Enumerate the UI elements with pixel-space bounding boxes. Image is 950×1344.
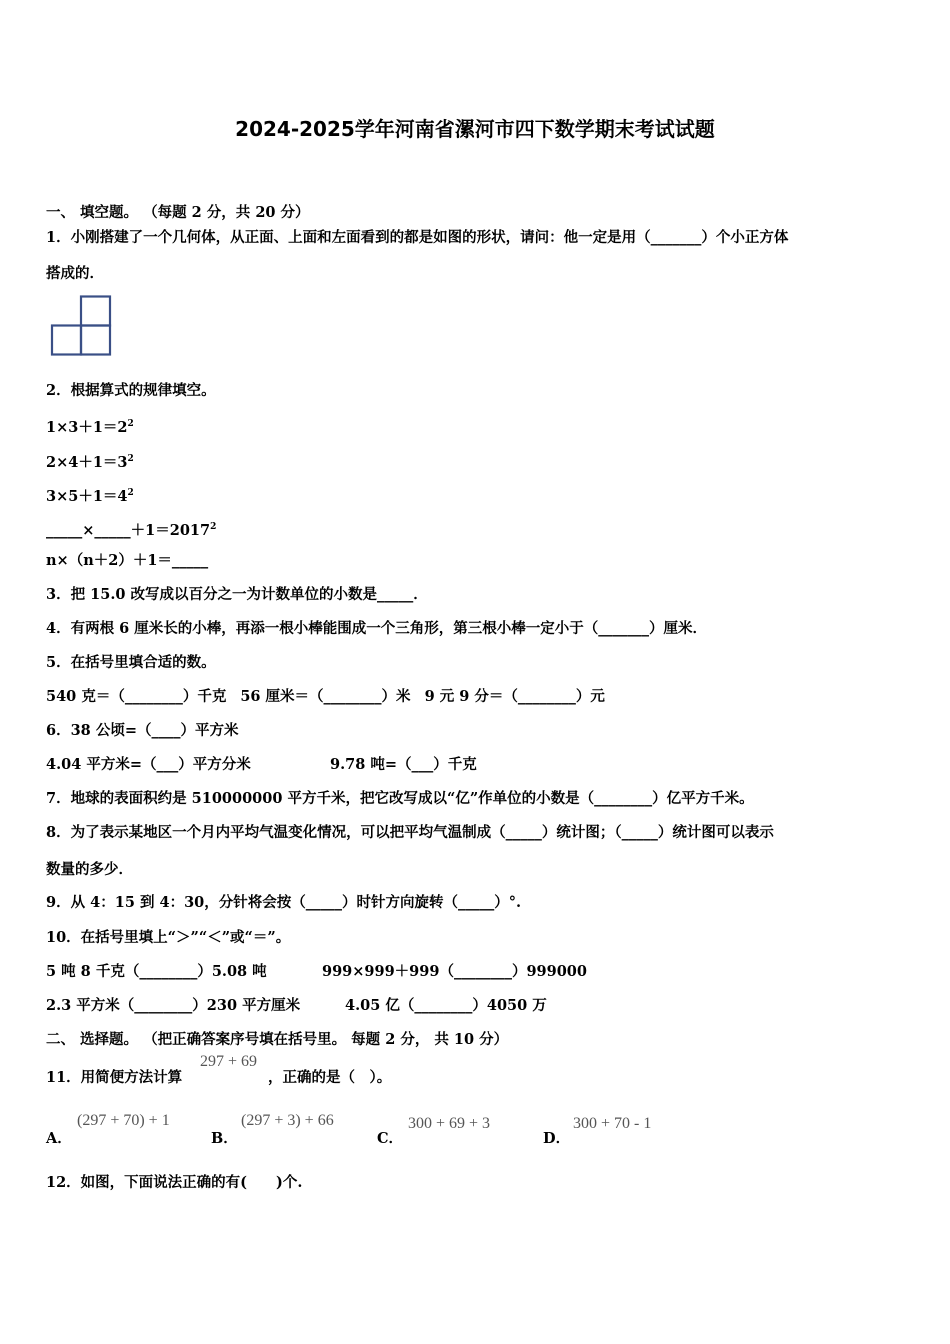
question-9: 9．从 4：15 到 4：30，分针将会按（_____）时针方向旋转（_____）°. — [46, 894, 522, 911]
question-1-line-1: 1．小刚搭建了一个几何体，从正面、上面和左面看到的都是如图的形状，请问：他一定是用（_______）个小正方体 — [46, 229, 789, 246]
question-10-item-a: 5 吨 8 千克（________）5.08 吨 — [46, 963, 267, 980]
cube-square-bottom-right — [81, 326, 110, 355]
cube-view-figure — [50, 295, 114, 357]
question-10-item-b: 999×999＋999（________）999000 — [322, 963, 587, 980]
question-5-item-a: 540 克＝（________）千克 — [46, 688, 227, 705]
question-12: 12．如图，下面说法正确的有( )个. — [46, 1174, 303, 1191]
question-5-items — [46, 687, 605, 707]
question-2: 2．根据算式的规律填空。 — [46, 382, 216, 399]
question-11-expression: 297 + 69 — [200, 1053, 258, 1070]
question-2-pattern-c: $3\times 5+1=4^2$ — [46, 487, 134, 505]
question-2-pattern-a: $1\times 3+1=2^2$ — [46, 418, 134, 436]
cube-square-bottom-left — [52, 326, 81, 355]
option-a-label: A． — [46, 1130, 72, 1147]
question-10-item-d: 4.05 亿（________）4050 万 — [345, 997, 547, 1014]
section-1-heading: 一、 填空题。 （每题 2 分，共 20 分） — [46, 204, 310, 221]
question-6-item-b: 9.78 吨=（___）千克 — [330, 756, 477, 773]
option-a-expression: (297 + 70) + 1 — [77, 1112, 170, 1129]
question-5-item-c: 9 元 9 分＝（________）元 — [424, 688, 605, 705]
question-7: 7．地球的表面积约是 510000000 平方千米，把它改写成以“亿”作单位的小数是（________）亿平方千米。 — [46, 790, 754, 807]
question-5: 5．在括号里填合适的数。 — [46, 654, 216, 671]
option-b-label: B． — [211, 1130, 238, 1147]
question-8-line-2: 数量的多少． — [46, 861, 133, 878]
question-11-suffix: ，正确的是（ ）。 — [268, 1069, 392, 1086]
option-d-expression: 300 + 70 - 1 — [573, 1115, 652, 1132]
question-4: 4．有两根 6 厘米长的小棒，再添一根小棒能围成一个三角形，第三根小棒一定小于（_______）厘米． — [46, 620, 708, 637]
question-10: 10．在括号里填上“＞”“＜”或“＝”。 — [46, 929, 291, 946]
page-title: 2024-2025学年河南省漯河市四下数学期末考试试题 — [235, 117, 715, 141]
question-8-line-1: 8．为了表示某地区一个月内平均气温变化情况，可以把平均气温制成（_____）统计图；（_____）统计图可以表示 — [46, 824, 774, 841]
question-3: 3．把 15.0 改写成以百分之一为计数单位的小数是_____． — [46, 586, 428, 603]
question-10-item-c: 2.3 平方米（________）230 平方厘米 — [46, 997, 301, 1014]
section-2-heading: 二、 选择题。 （把正确答案序号填在括号里。 每题 2 分， 共 10 分） — [46, 1031, 509, 1048]
option-d-label: D． — [543, 1130, 571, 1147]
question-11-prefix: 11．用简便方法计算 — [46, 1069, 183, 1086]
question-2-pattern-e: n×（n＋2）＋1＝_____ — [46, 552, 209, 569]
cube-square-top — [81, 297, 110, 326]
question-6-item-a: 4.04 平方米=（___）平方分米 — [46, 756, 251, 773]
option-c-expression: 300 + 69 + 3 — [408, 1115, 491, 1132]
option-c-label: C． — [377, 1130, 404, 1147]
question-5-item-b: 56 厘米＝（________）米 — [240, 688, 411, 705]
question-2-pattern-b: $2\times 4+1=3^2$ — [46, 453, 134, 471]
question-6-items — [46, 755, 251, 775]
question-2-pattern-d: $\_\_\_\_\_\times\_\_\_\_\_+1=2017^2$ — [46, 521, 217, 539]
question-6: 6．38 公顷=（____）平方米 — [46, 722, 239, 739]
option-b-expression: (297 + 3) + 66 — [241, 1112, 334, 1129]
question-1-line-2: 搭成的． — [46, 265, 104, 282]
